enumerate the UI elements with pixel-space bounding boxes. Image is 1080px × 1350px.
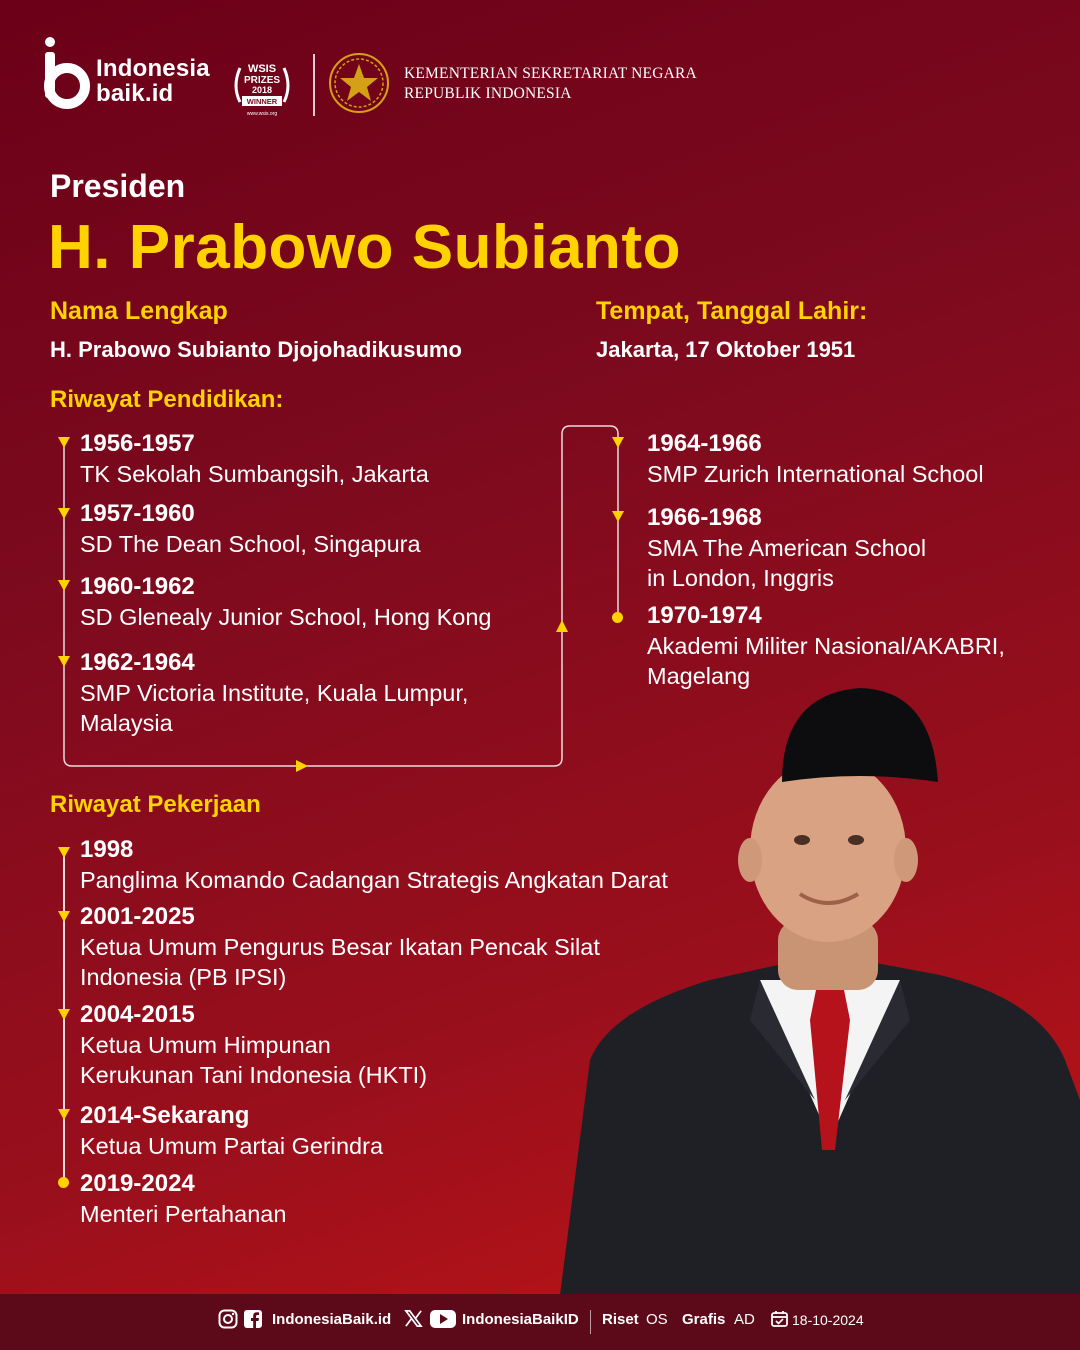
career-desc: Ketua Umum Pengurus Besar Ikatan Pencak Silat (80, 934, 600, 960)
wsis-year: 2018 (251, 85, 273, 95)
youtube-icon[interactable] (430, 1309, 456, 1329)
timeline-marker (58, 656, 70, 667)
calendar-icon (771, 1310, 788, 1327)
president-portrait (560, 680, 1080, 1295)
ministry-line2: REPUBLIK INDONESIA (404, 85, 572, 102)
career-years: 1998 (80, 836, 134, 863)
education-desc: SMA The American School (647, 535, 927, 561)
education-years: 1956-1957 (80, 430, 195, 457)
riset-label: Riset (602, 1311, 639, 1328)
timeline-marker (58, 911, 70, 922)
timeline-end-dot (612, 612, 623, 623)
education-desc: SD Glenealy Junior School, Hong Kong (80, 604, 492, 630)
career-years: 2001-2025 (80, 903, 195, 930)
education-years: 1962-1964 (80, 649, 195, 676)
career-desc: Menteri Pertahanan (80, 1201, 287, 1227)
education-desc: SMP Victoria Institute, Kuala Lumpur, (80, 680, 469, 706)
fullname-value: H. Prabowo Subianto Djojohadikusumo (50, 337, 462, 362)
education-desc: SMP Zurich International School (647, 461, 984, 487)
education-desc: SD The Dean School, Singapura (80, 531, 421, 557)
education-years: 1964-1966 (647, 430, 762, 457)
ministry-line1: KEMENTERIAN SEKRETARIAT NEGARA (404, 65, 697, 82)
timeline-marker (58, 1109, 70, 1120)
education-years: 1957-1960 (80, 500, 195, 527)
education-years: 1970-1974 (647, 602, 762, 629)
career-years: 2004-2015 (80, 1001, 195, 1028)
timeline-marker (58, 847, 70, 858)
career-years: 2014-Sekarang (80, 1102, 250, 1129)
wsis-site: www.wsis.org (246, 111, 278, 117)
career-item (80, 1169, 286, 1229)
riset-value: OS (646, 1311, 668, 1328)
education-item (80, 572, 492, 632)
career-label: Riwayat Pekerjaan (50, 791, 261, 818)
career-item (80, 1101, 383, 1161)
grafis-label: Grafis (682, 1311, 726, 1328)
education-item (80, 648, 468, 738)
timeline-marker (612, 511, 624, 522)
footer-date: 18-10-2024 (792, 1312, 864, 1328)
facebook-icon[interactable] (243, 1309, 263, 1329)
wsis-winner: WINNER (246, 97, 278, 106)
timeline-marker (58, 508, 70, 519)
education-desc: TK Sekolah Sumbangsih, Jakarta (80, 461, 429, 487)
instagram-icon[interactable] (218, 1309, 238, 1329)
person-name: H. Prabowo Subianto (48, 213, 681, 282)
education-item (647, 429, 984, 489)
education-label: Riwayat Pendidikan: (50, 386, 284, 413)
education-desc: Akademi Militer Nasional/AKABRI, (647, 633, 1005, 659)
logo-text-line2: baik.id (96, 80, 174, 107)
education-item (80, 499, 421, 559)
grafis-value: AD (734, 1311, 755, 1328)
career-desc: Kerukunan Tani Indonesia (HKTI) (80, 1062, 428, 1088)
career-item (80, 1000, 427, 1090)
role-title: Presiden (50, 168, 186, 204)
education-item (80, 429, 429, 489)
career-desc: Ketua Umum Himpunan (80, 1032, 331, 1058)
career-item (80, 835, 668, 895)
education-years: 1966-1968 (647, 504, 762, 531)
footer-handle-1[interactable]: IndonesiaBaik.id (272, 1311, 392, 1328)
footer-divider (590, 1310, 591, 1334)
timeline-marker (58, 1009, 70, 1020)
career-desc: Panglima Komando Cadangan Strategis Angkatan Darat (80, 867, 668, 893)
birth-label: Tempat, Tanggal Lahir: (596, 297, 868, 325)
fullname-label: Nama Lengkap (50, 297, 228, 325)
career-years: 2019-2024 (80, 1170, 195, 1197)
wsis-line1: WSIS (247, 63, 277, 75)
wsis-line2: PRIZES (243, 75, 281, 86)
education-item (647, 503, 926, 593)
education-item (647, 601, 1005, 691)
education-desc: Magelang (647, 663, 751, 689)
x-twitter-icon[interactable] (404, 1309, 423, 1328)
birth-value: Jakarta, 17 Oktober 1951 (596, 337, 856, 362)
education-years: 1960-1962 (80, 573, 195, 600)
timeline-marker (612, 437, 624, 448)
education-desc: Malaysia (80, 710, 173, 736)
education-desc: in London, Inggris (647, 565, 834, 591)
timeline-marker (58, 437, 70, 448)
timeline-marker (58, 580, 70, 591)
footer-handle-2[interactable]: IndonesiaBaikID (462, 1311, 579, 1328)
timeline-end-dot (58, 1177, 69, 1188)
career-desc: Ketua Umum Partai Gerindra (80, 1133, 384, 1159)
footer-bar (0, 1294, 1080, 1350)
logo-text-line1: Indonesia (96, 55, 210, 82)
career-item (80, 902, 600, 992)
career-desc: Indonesia (PB IPSI) (80, 964, 287, 990)
